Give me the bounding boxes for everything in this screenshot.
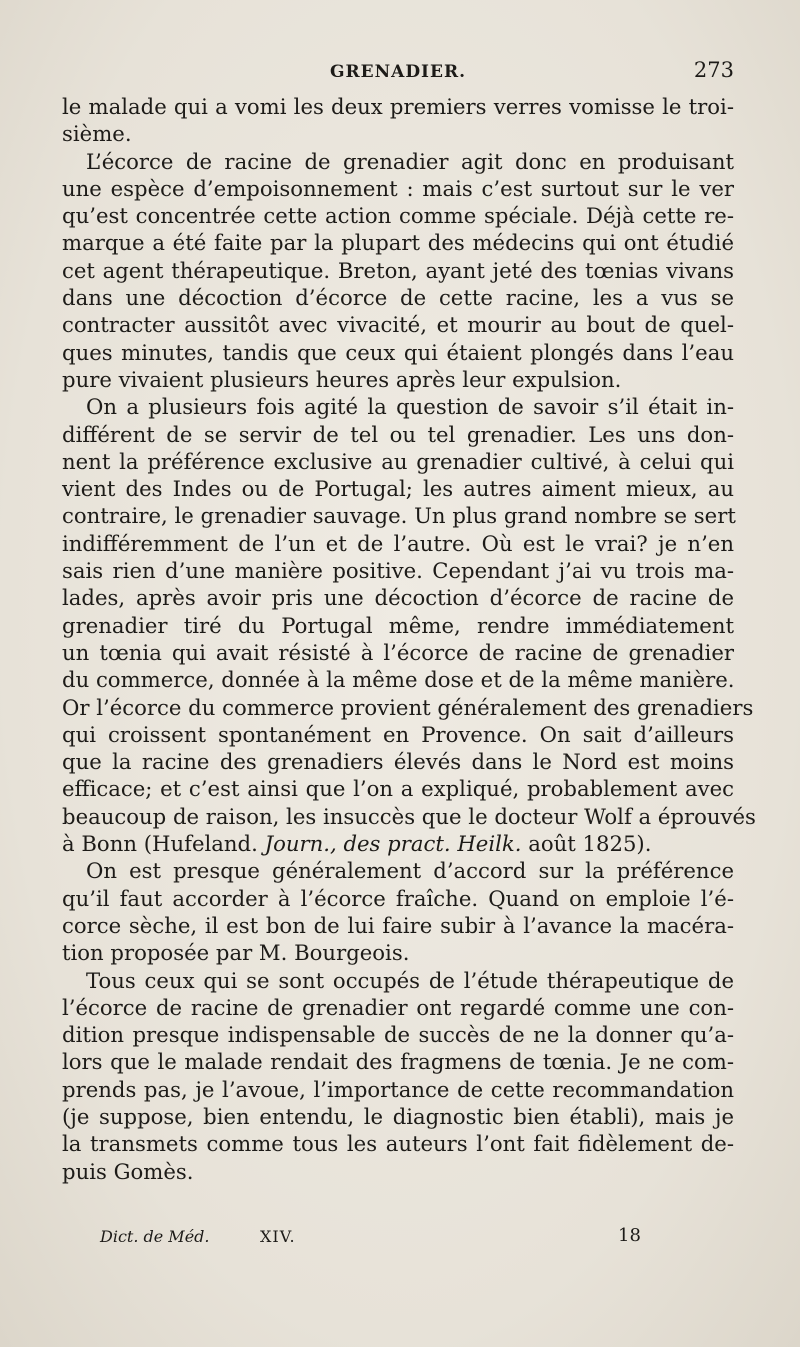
paragraph	[62, 148, 734, 394]
paragraph	[62, 93, 734, 148]
text-line: sais rien d’une manière positive. Cependant j’ai vu trois ma-	[62, 558, 734, 584]
text-line: du commerce, donnée à la même dose et de la même manière.	[62, 667, 735, 693]
text-line: marque a été faite par la plupart des médecins qui ont étudié	[62, 230, 734, 256]
page-footer	[62, 1225, 734, 1255]
text-line: indifféremment de l’un et de l’autre. Où est le vrai? je n’en	[62, 530, 734, 556]
paragraph	[62, 393, 756, 857]
text-line: cet agent thérapeutique. Breton, ayant jeté des tœnias vivans	[62, 257, 734, 283]
text-line: tion proposée par M. Bourgeois.	[62, 940, 410, 966]
text-line: que la racine des grenadiers élevés dans le Nord est moins	[62, 749, 734, 775]
body-text	[62, 93, 756, 1185]
citation-line	[62, 830, 734, 857]
citation-journal: Journ., des pract. Heilk.	[264, 831, 522, 857]
paragraph	[62, 857, 734, 966]
text-line: On est presque généralement d’accord sur la préférence	[86, 858, 734, 884]
running-title: GRENADIER.	[329, 62, 467, 82]
text-line: L’écorce de racine de grenadier agit donc en produisant	[86, 148, 734, 174]
text-line: nent la préférence exclusive au grenadier cultivé, à celui qui	[62, 448, 734, 474]
text-line: qu’il faut accorder à l’écorce fraîche. Quand on emploie l’é-	[62, 885, 734, 911]
text-line: différent de se servir de tel ou tel grenadier. Les uns don-	[62, 421, 734, 447]
footer-signature: Dict. de Méd.	[100, 1227, 210, 1246]
text-line: corce sèche, il est bon de lui faire subir à l’avance la macéra-	[62, 912, 734, 938]
text-line: On a plusieurs fois agité la question de savoir s’il était in-	[86, 394, 734, 420]
page-header	[62, 58, 734, 86]
text-line: lades, après avoir pris une décoction d’écorce de racine de	[62, 585, 734, 611]
text-line: l’écorce de racine de grenadier ont regardé comme une con-	[62, 994, 734, 1020]
text-line: grenadier tiré du Portugal même, rendre immédiatement	[62, 612, 734, 638]
page-number: 273	[693, 58, 734, 82]
text-line: beaucoup de raison, les insuccès que le docteur Wolf a éprouvés	[62, 803, 756, 829]
text-line: une espèce d’empoisonnement : mais c’est surtout sur le ver	[62, 175, 734, 201]
text-line: contraire, le grenadier sauvage. Un plus grand nombre se sert	[62, 503, 736, 529]
text-line: dition presque indispensable de succès de ne la donner qu’a-	[62, 1022, 734, 1048]
footer-sheet-number: 18	[618, 1225, 641, 1246]
text-line: un tœnia qui avait résisté à l’écorce de racine de grenadier	[62, 639, 734, 665]
text-line: (je suppose, bien entendu, le diagnostic bien établi), mais je	[62, 1103, 734, 1129]
text-line: puis Gomès.	[62, 1158, 194, 1184]
text-line: la transmets comme tous les auteurs l’ont fait fidèlement de-	[62, 1131, 734, 1157]
citation-suffix: août 1825).	[521, 831, 652, 857]
text-line: qui croissent spontanément en Provence. On sait d’ailleurs	[62, 721, 734, 747]
text-line: lors que le malade rendait des fragmens de tœnia. Je ne com-	[62, 1049, 734, 1075]
text-line: le malade qui a vomi les deux premiers verres vomisse le troi-	[62, 94, 734, 119]
text-line: pure vivaient plusieurs heures après leur expulsion.	[62, 366, 622, 392]
text-line: vient des Indes ou de Portugal; les autres aiment mieux, au	[62, 476, 734, 502]
text-line: Or l’écorce du commerce provient généralement des grenadiers	[62, 694, 754, 720]
text-line: prends pas, je l’avoue, l’importance de cette recommandation	[62, 1076, 734, 1102]
paragraph	[62, 967, 734, 1185]
text-line: contracter aussitôt avec vivacité, et mourir au bout de quel-	[62, 312, 734, 338]
text-line: efficace; et c’est ainsi que l’on a expliqué, probablement avec	[62, 776, 734, 802]
text-line: sième.	[62, 121, 132, 147]
citation-prefix: à Bonn (Hufeland.	[62, 831, 265, 857]
footer-volume: XIV.	[260, 1227, 296, 1246]
text-line: ques minutes, tandis que ceux qui étaient plongés dans l’eau	[62, 339, 734, 365]
text-line: dans une décoction d’écorce de cette racine, les a vus se	[62, 285, 734, 311]
text-line: qu’est concentrée cette action comme spéciale. Déjà cette re-	[62, 203, 734, 229]
text-line: Tous ceux qui se sont occupés de l’étude thérapeutique de	[86, 967, 734, 993]
